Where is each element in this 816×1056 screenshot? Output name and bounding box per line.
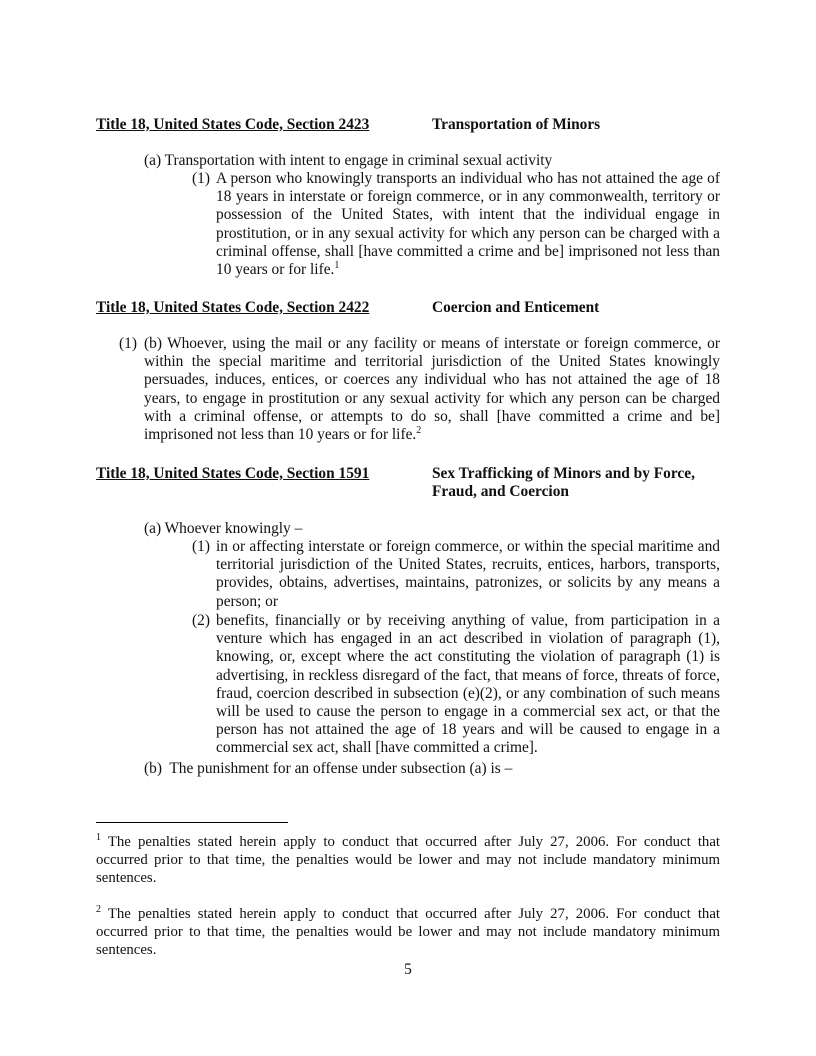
footnote-mark: 2 <box>96 904 101 916</box>
paragraph-a: (a) Whoever knowingly – <box>144 520 303 537</box>
item-number: (1) <box>192 170 210 187</box>
section-citation: Title 18, United States Code, Section 2422 <box>96 299 370 316</box>
item-text: A person who knowingly transports an individual who has not attained the age of 18 years in interstate or foreign commerce, or in any commonwealth, territory or possession of the United States, with intent that the individual engage in prostitution, or in any sexual activity for which any person can be charged with a criminal offense, shall [have committed a crime and be] imprisoned not less than 10 years or for life. <box>216 170 720 279</box>
list-item <box>119 335 720 444</box>
footnote <box>96 905 720 959</box>
paragraph-a: (a) Transportation with intent to engage in criminal sexual activity <box>144 152 553 169</box>
item-text: in or affecting interstate or foreign commerce, or within the special maritime and territorial jurisdiction of the United States, recruits, entices, harbors, transports, provides, obtains, advertises, maintains, patronizes, or solicits by any means a person; or <box>216 538 720 610</box>
footnote-ref: 2 <box>416 424 422 436</box>
footnote-divider <box>96 822 288 823</box>
list-item <box>192 612 720 758</box>
section-title: Coercion and Enticement <box>432 299 600 316</box>
footnote-text: The penalties stated herein apply to conduct that occurred after July 27, 2006. For conduct that occurred prior to that time, the penalties would be lower and may not include mandatory minimum sentences. <box>96 834 721 886</box>
footnote-ref: 1 <box>334 259 340 271</box>
page-number: 5 <box>404 961 412 978</box>
item-number: (2) <box>192 612 210 629</box>
list-item <box>192 170 720 279</box>
list-item <box>192 538 720 611</box>
item-text: benefits, financially or by receiving anything of value, from participation in a venture which has engaged in an act described in violation of paragraph (1), knowing, or, except where the act constituting the violation of paragraph (1) is advertising, in reckless disregard of the fact, that means of force, threats of force, fraud, coercion described in subsection (e)(2), or any combination of such means will be used to cause the person to engage in a commercial sex act, or that the person has not attained the age of 18 years and will be caused to engage in a commercial sex act, shall [have committed a crime]. <box>216 612 720 757</box>
footnote <box>96 833 720 887</box>
section-title: Transportation of Minors <box>432 116 601 133</box>
section-title-line: Sex Trafficking of Minors and by Force, <box>432 465 695 482</box>
item-number: (1) <box>119 335 137 352</box>
section-citation: Title 18, United States Code, Section 2423 <box>96 116 370 133</box>
section-citation: Title 18, United States Code, Section 1591 <box>96 465 370 482</box>
section-title-line: Fraud, and Coercion <box>432 483 569 501</box>
footnote-mark: 1 <box>96 832 101 844</box>
item-text: (b) Whoever, using the mail or any facility or means of interstate or foreign commerce, or within the special maritime and territorial jurisdiction of the United States knowingly persuades, induces, entices, or coerces any individual who has not attained the age of 18 years, to engage in prostitution or any sexual activity for which any person can be charged with a criminal offense, or attempts to do so, shall [have committed a crime and be] imprisoned not less than 10 years or for life. <box>144 335 720 444</box>
footnote-text: The penalties stated herein apply to conduct that occurred after July 27, 2006. For conduct that occurred prior to that time, the penalties would be lower and may not include mandatory minimum sentences. <box>96 906 721 958</box>
paragraph-b: (b) The punishment for an offense under subsection (a) is – <box>144 760 513 777</box>
section-title <box>432 465 732 501</box>
item-number: (1) <box>192 538 210 555</box>
